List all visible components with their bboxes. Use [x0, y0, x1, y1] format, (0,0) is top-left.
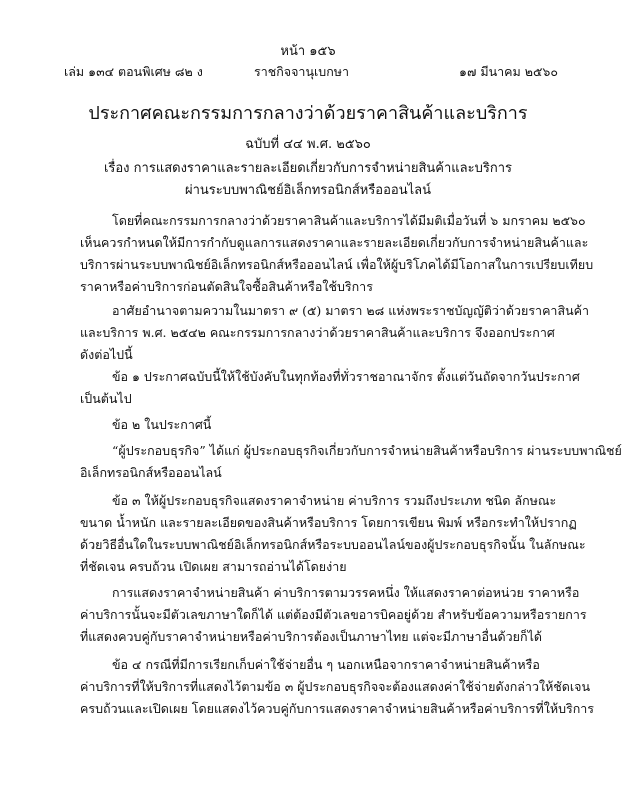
- clause-3: [80, 490, 586, 578]
- text-line: ข้อ ๔ กรณีที่มีการเรียกเก็บค่าใช้จ่ายอื่น ๆ นอกเหนือจากราคาจำหน่ายสินค้าหรือ: [112, 657, 540, 672]
- text-line: อาศัยอำนาจตามความในมาตรา ๙ (๕) มาตรา ๒๘ แห่งพระราชบัญญัติว่าด้วยราคาสินค้า: [112, 303, 590, 318]
- subject-line-1: เรื่อง การแสดงราคาและรายละเอียดเกี่ยวกับการจำหน่ายสินค้าและบริการ: [103, 161, 513, 176]
- issue-number: ฉบับที่ ๔๔ พ.ศ. ๒๕๖๐: [245, 137, 371, 152]
- paragraph-authority: [80, 300, 590, 366]
- text-line: ข้อ ๒ ในประกาศนี้: [112, 417, 212, 432]
- clause-2: [80, 414, 550, 436]
- text-line: “ผู้ประกอบธุรกิจ” ได้แก่ ผู้ประกอบธุรกิจเกี่ยวกับการจำหน่ายสินค้าหรือบริการ ผ่านระบบพาณิชย์: [112, 443, 622, 458]
- clause-3-paragraph-2: [80, 582, 587, 648]
- text-line: โดยที่คณะกรรมการกลางว่าด้วยราคาสินค้าและบริการได้มีมติเมื่อวันที่ ๖ มกราคม ๒๕๖๐: [112, 213, 586, 228]
- page-number: หน้า ๑๕๖: [280, 44, 336, 59]
- text-line: ครบถ้วนและเปิดเผย โดยแสดงไว้ควบคู่กับการแสดงราคาจำหน่ายสินค้าหรือค่าบริการที่ให้บริการ: [80, 701, 595, 716]
- publish-date: ๑๗ มีนาคม ๒๕๖๐: [459, 64, 558, 79]
- paragraph-preamble: [80, 210, 594, 298]
- text-line: การแสดงราคาจำหน่ายสินค้า ค่าบริการตามวรรคหนึ่ง ให้แสดงราคาต่อหน่วย ราคาหรือ: [112, 585, 580, 600]
- gazette-name: ราชกิจจานุเบกษา: [254, 64, 350, 79]
- definition-business-operator: [80, 440, 622, 484]
- text-line: และบริการ พ.ศ. ๒๕๔๒ คณะกรรมการกลางว่าด้วยราคาสินค้าและบริการ จึงออกประกาศ: [80, 325, 555, 340]
- text-line: ข้อ ๓ ให้ผู้ประกอบธุรกิจแสดงราคาจำหน่าย ค่าบริการ รวมถึงประเภท ชนิด ลักษณะ: [112, 493, 557, 508]
- text-line: ค่าบริการนั้นจะมีตัวเลขภาษาใดก็ได้ แต่ต้องมีตัวเลขอารบิคอยู่ด้วย สำหรับข้อความหรือรายการ: [80, 607, 587, 622]
- text-line: ดังต่อไปนี้: [80, 347, 133, 362]
- subject-line-2: ผ่านระบบพาณิชย์อิเล็กทรอนิกส์หรือออนไลน์: [184, 183, 432, 198]
- text-line: ที่แสดงควบคู่กับราคาจำหน่ายหรือค่าบริการต้องเป็นภาษาไทย แต่จะมีภาษาอื่นด้วยก็ได้: [80, 629, 542, 644]
- text-line: ข้อ ๑ ประกาศฉบับนี้ให้ใช้บังคับในทุกท้องที่ทั่วราชอาณาจักร ตั้งแต่วันถัดจากวันประกาศ: [112, 369, 580, 384]
- document-title: ประกาศคณะกรรมการกลางว่าด้วยราคาสินค้าและบริการ: [88, 103, 528, 124]
- clause-4: [80, 654, 595, 720]
- text-line: เห็นควรกำหนดให้มีการกำกับดูแลการแสดงราคาและรายละเอียดเกี่ยวกับการจำหน่ายสินค้าและ: [80, 235, 589, 250]
- text-line: ค่าบริการที่ให้บริการที่แสดงไว้ตามข้อ ๓ ผู้ประกอบธุรกิจจะต้องแสดงค่าใช้จ่ายดังกล่าวให้ชัดเจน: [80, 679, 591, 694]
- volume-label: เล่ม ๑๓๔ ตอนพิเศษ ๘๒ ง: [64, 64, 203, 79]
- text-line: ราคาหรือค่าบริการก่อนตัดสินใจซื้อสินค้าหรือใช้บริการ: [80, 279, 373, 294]
- text-line: เป็นต้นไป: [80, 391, 132, 406]
- text-line: ด้วยวิธีอื่นใดในระบบพาณิชย์อิเล็กทรอนิกส์หรือระบบออนไลน์ของผู้ประกอบธุรกิจนั้น ในลักษณะ: [80, 537, 586, 552]
- text-line: ที่ชัดเจน ครบถ้วน เปิดเผย สามารถอ่านได้โดยง่าย: [80, 559, 347, 574]
- clause-1: [80, 366, 580, 410]
- text-line: อิเล็กทรอนิกส์หรือออนไลน์: [80, 465, 222, 480]
- text-line: บริการผ่านระบบพาณิชย์อิเล็กทรอนิกส์หรือออนไลน์ เพื่อให้ผู้บริโภคได้มีโอกาสในการเปรียบเทียบ: [80, 257, 594, 272]
- text-line: ขนาด น้ำหนัก และรายละเอียดของสินค้าหรือบริการ โดยการเขียน พิมพ์ หรือกระทำให้ปรากฏ: [80, 515, 577, 530]
